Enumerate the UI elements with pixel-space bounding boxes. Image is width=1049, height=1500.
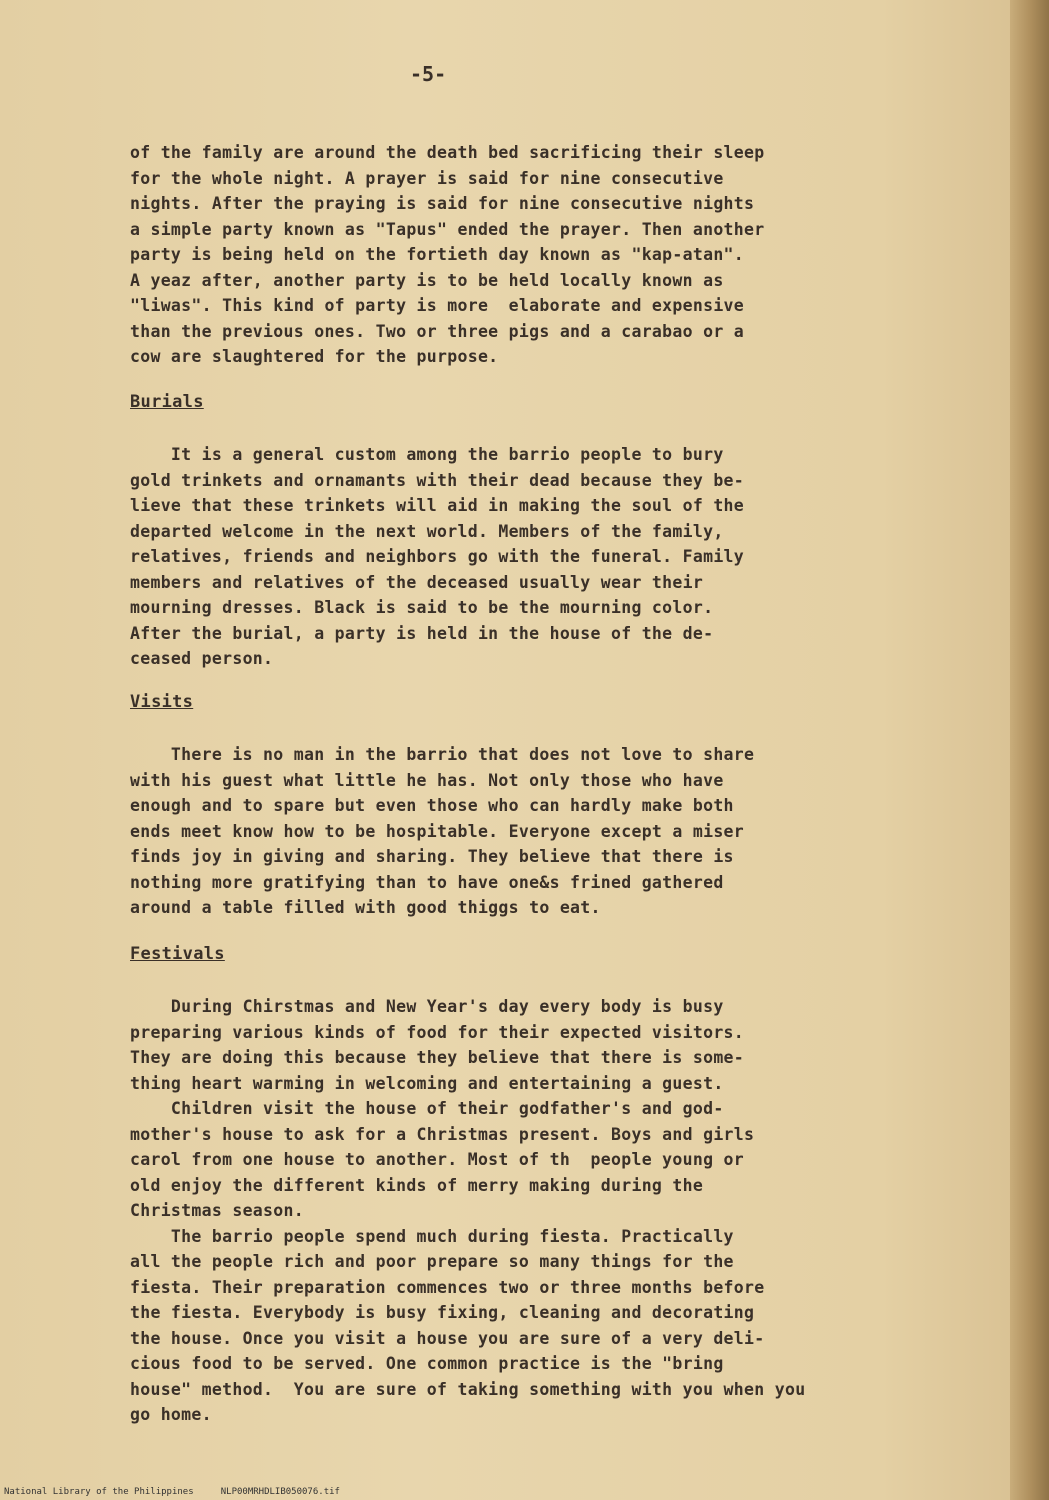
visits-paragraph: There is no man in the barrio that does not love to share with his guest what little he has. Not only those who have enough and to spare but even those who can hardly make both ends meet know how to be hospitable. Everyone except a miser finds joy in giving and sharing. They believe that there is nothing more gratifying than to have one&s frined gathered around a table filled with good thiggs to eat. [130, 745, 755, 917]
heading-burials: Burials [130, 392, 204, 412]
page-number: -5- [410, 62, 447, 86]
page-edge [1010, 0, 1049, 1500]
heading-visits: Visits [130, 692, 194, 712]
heading-festivals: Festivals [130, 944, 225, 964]
burials-paragraph: It is a general custom among the barrio people to bury gold trinkets and ornamants with their dead because they be- lieve that these trinkets will aid in making the soul of the departed welcome in the next world. Members of the family, relatives, friends and neighbors go with the funeral. Family members and relatives of the deceased usually wear their mourning dresses. Black is said to be the mourning color. After the burial, a party is held in the house of the de- ceased person. [130, 445, 745, 668]
footer-caption: National Library of the Philippines NLP00MRHDLIB050076.tif [4, 1487, 340, 1497]
intro-paragraph: of the family are around the death bed sacrificing their sleep for the whole night. A prayer is said for nine consecutive nights. After the praying is said for nine consecutive nights a simple party known as "Tapus" ended the prayer. Then another party is being held on the fortieth day known as "kap-atan". A yeaz after, another party is to be held locally known as "liwas". This kind of party is more elaborate and expensive than the previous ones. Two or three pigs and a carabao or a cow are slaughtered for the purpose. [130, 143, 765, 366]
festivals-paragraph: During Chirstmas and New Year's day every body is busy preparing various kinds of food for their expected visitors. They are doing this because they believe that there is some- thing heart warming in welcoming and entertaining a guest. Children visit the house of their godfather's and god- mother's house to ask for a Christmas present. Boys and girls carol from one house to another. Most of th people young or old enjoy the different kinds of merry making during the Christmas season. The barrio people spend much during fiesta. Practically all the people rich and poor prepare so many things for the fiesta. Their preparation commences two or three months before the fiesta. Everybody is busy fixing, cleaning and decorating the house. Once you visit a house you are sure of a very deli- cious food to be served. One common practice is the "bring house" method. You are sure of taking something with you when you go home. [130, 997, 806, 1424]
